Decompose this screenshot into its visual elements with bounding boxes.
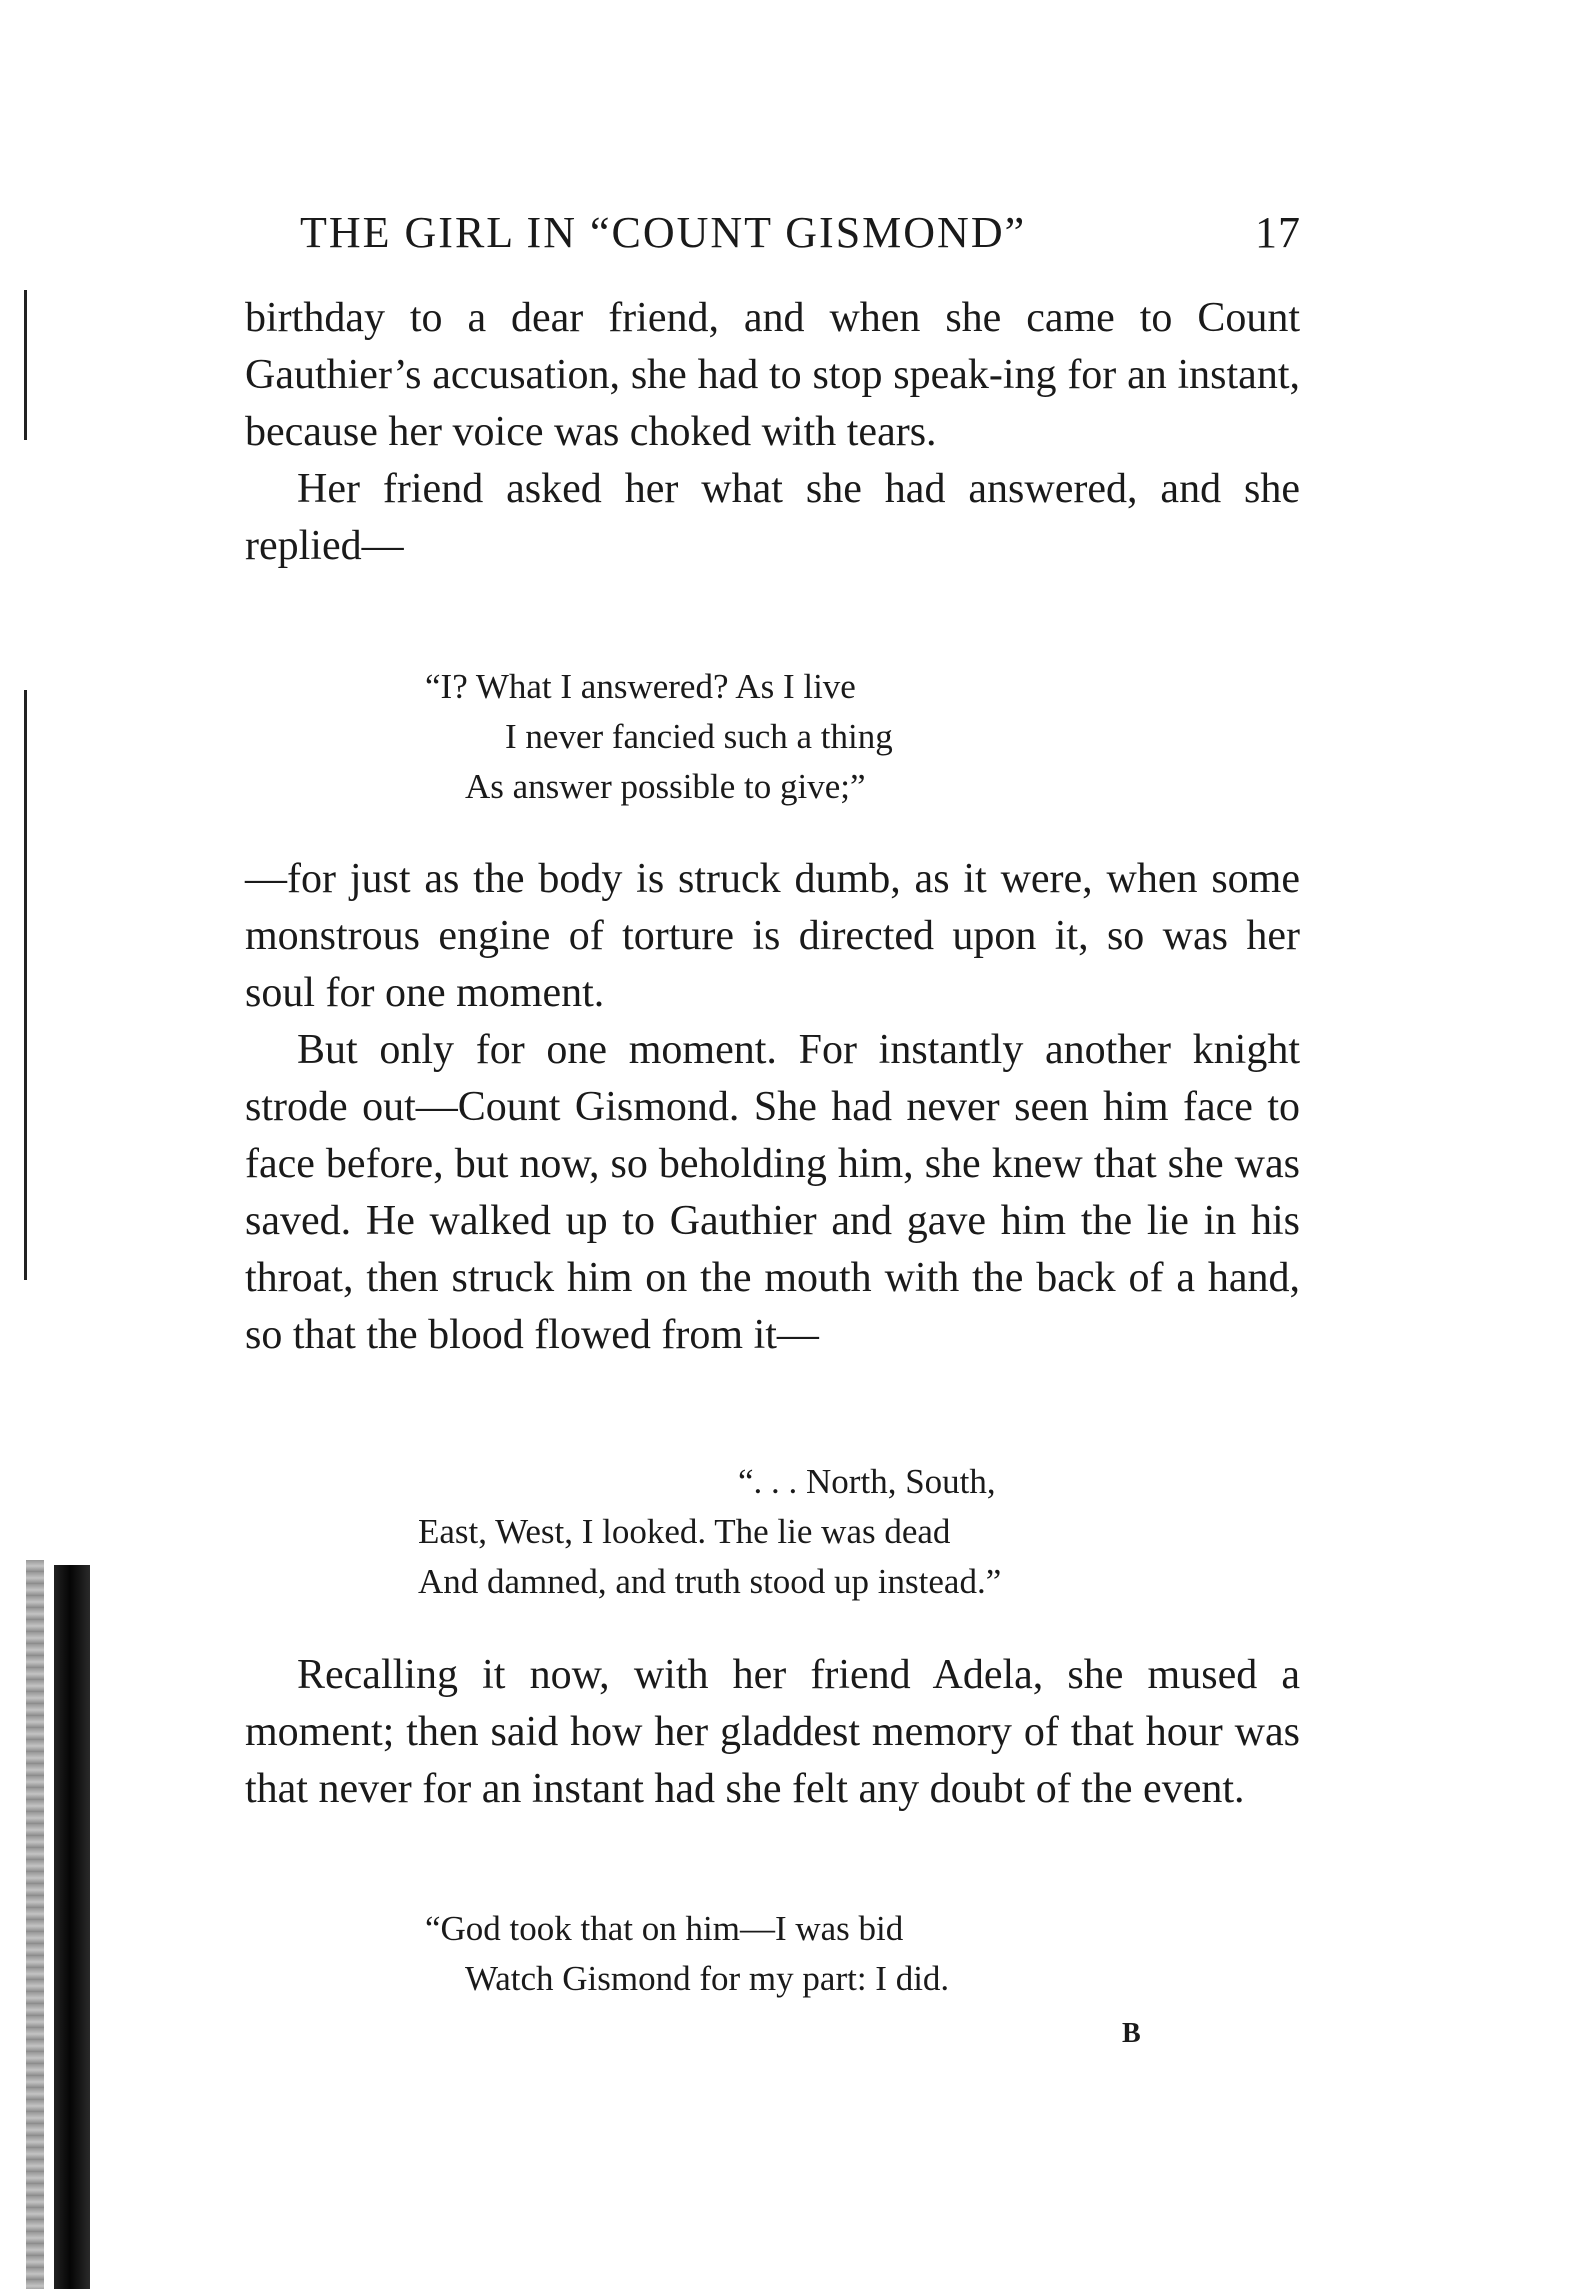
prose-block-1 (245, 290, 1300, 575)
paragraph: birthday to a dear friend, and when she came to Count Gauthier’s accusation, she had to stop speak-ing for an instant, because her voice was choked with tears. (245, 295, 1300, 455)
verse-quote-1 (425, 662, 893, 812)
paragraph: But only for one moment. For instantly another knight strode out—Count Gismond. She had never seen him face to face before, but now, so beholding him, she knew that she was saved. He walked up to Gauthier and gave him the lie in his throat, then struck him on the mouth with the back of a hand, so that the blood flowed from it— (245, 1027, 1300, 1358)
binding-edge (54, 1565, 90, 2289)
verse-quote-3 (425, 1904, 949, 2004)
margin-mark (24, 290, 27, 440)
verse-line: And damned, and truth stood up instead.” (418, 1562, 1002, 1601)
verse-line: East, West, I looked. The lie was dead (418, 1512, 951, 1551)
running-header (300, 205, 1300, 261)
verse-quote-2 (418, 1457, 1001, 1607)
verse-line: “God took that on him—I was bid (425, 1909, 904, 1948)
paragraph: Her friend asked her what she had answered, and she replied— (245, 466, 1300, 569)
verse-line: “I? What I answered? As I live (425, 667, 856, 706)
verse-line: I never fancied such a thing (505, 717, 893, 756)
verse-line: As answer possible to give;” (465, 767, 866, 806)
verse-line: Watch Gismond for my part: I did. (465, 1959, 950, 1998)
paragraph: Recalling it now, with her friend Adela, she mused a moment; then said how her gladdest memory of that hour was that never for an instant had she felt any doubt of the event. (245, 1652, 1300, 1812)
margin-mark (24, 690, 27, 1280)
prose-block-3 (245, 1647, 1300, 1818)
signature-mark: B (1122, 2018, 1141, 2049)
prose-block-2 (245, 851, 1300, 1364)
verse-line: “. . . North, South, (738, 1462, 996, 1501)
page-number: 17 (1255, 208, 1301, 257)
binding-shadow (26, 1560, 44, 2289)
running-title: THE GIRL IN “COUNT GISMOND” (300, 208, 1027, 257)
paragraph: —for just as the body is struck dumb, as it were, when some monstrous engine of torture is directed upon it, so was her soul for one moment. (245, 856, 1300, 1016)
